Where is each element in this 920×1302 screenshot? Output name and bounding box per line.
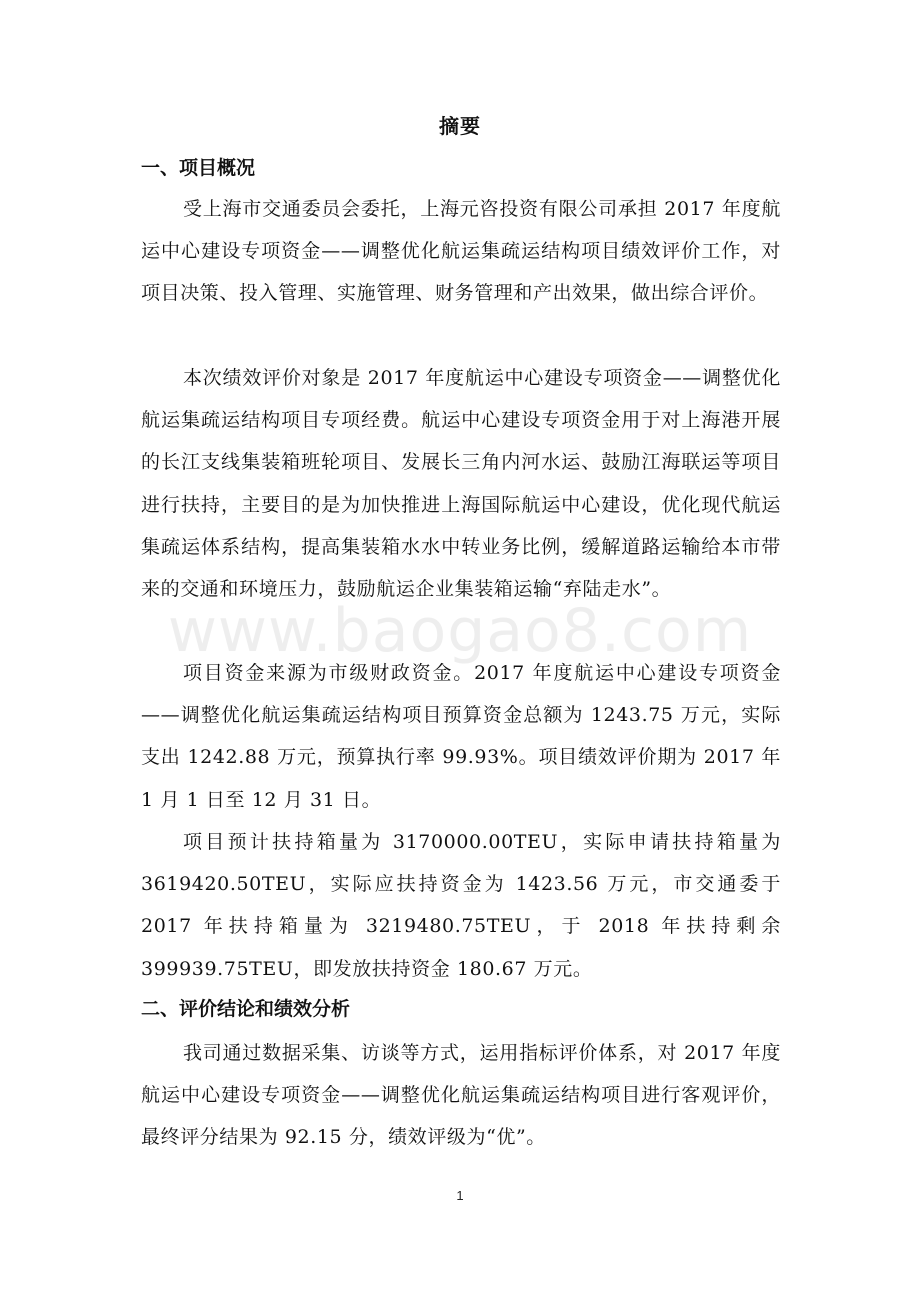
section-heading-conclusion: 二、评价结论和绩效分析 — [141, 998, 351, 1020]
page-number: 1 — [456, 1188, 464, 1203]
paragraph-evaluation-result: 我司通过数据采集、访谈等方式，运用指标评价体系，对 2017 年度航运中心建设专项资金——调整优化航运集疏运结构项目进行客观评价，最终评分结果为 92.15 分，绩效评级为“优”。 — [141, 1042, 781, 1149]
section-heading-project-overview: 一、项目概况 — [141, 157, 256, 179]
paragraph-commission: 受上海市交通委员会委托，上海元咨投资有限公司承担 2017 年度航运中心建设专项资金——调整优化航运集疏运结构项目绩效评价工作，对项目决策、投入管理、实施管理、财务管理和产出效果，做出综合评价。 — [141, 198, 781, 305]
paragraph-container-volume: 项目预计扶持箱量为 3170000.00TEU，实际申请扶持箱量为 3619420.50TEU，实际应扶持资金为 1423.56 万元，市交通委于 2017 年扶持箱量为 3219480.75TEU，于 2018 年扶持剩余 399939.75TEU，即发放扶持资金 180.67 万元。 — [141, 831, 781, 980]
paragraph-evaluation-object: 本次绩效评价对象是 2017 年度航运中心建设专项资金——调整优化航运集疏运结构项目专项经费。航运中心建设专项资金用于对上海港开展的长江支线集装箱班轮项目、发展长三角内河水运、鼓励江海联运等项目进行扶持，主要目的是为加快推进上海国际航运中心建设，优化现代航运集疏运体系结构，提高集装箱水水中转业务比例，缓解道路运输给本市带来的交通和环境压力，鼓励航运企业集装箱运输“弃陆走水”。 — [141, 367, 781, 601]
paragraph-funding-source: 项目资金来源为市级财政资金。2017 年度航运中心建设专项资金——调整优化航运集疏运结构项目预算资金总额为 1243.75 万元，实际支出 1242.88 万元，预算执行率 99.93%。项目绩效评价期为 2017 年 1 月 1 日至 12 月 31 日。 — [141, 662, 781, 811]
watermark: www.baogao8.com — [167, 596, 753, 666]
document-title: 摘要 — [439, 114, 481, 138]
